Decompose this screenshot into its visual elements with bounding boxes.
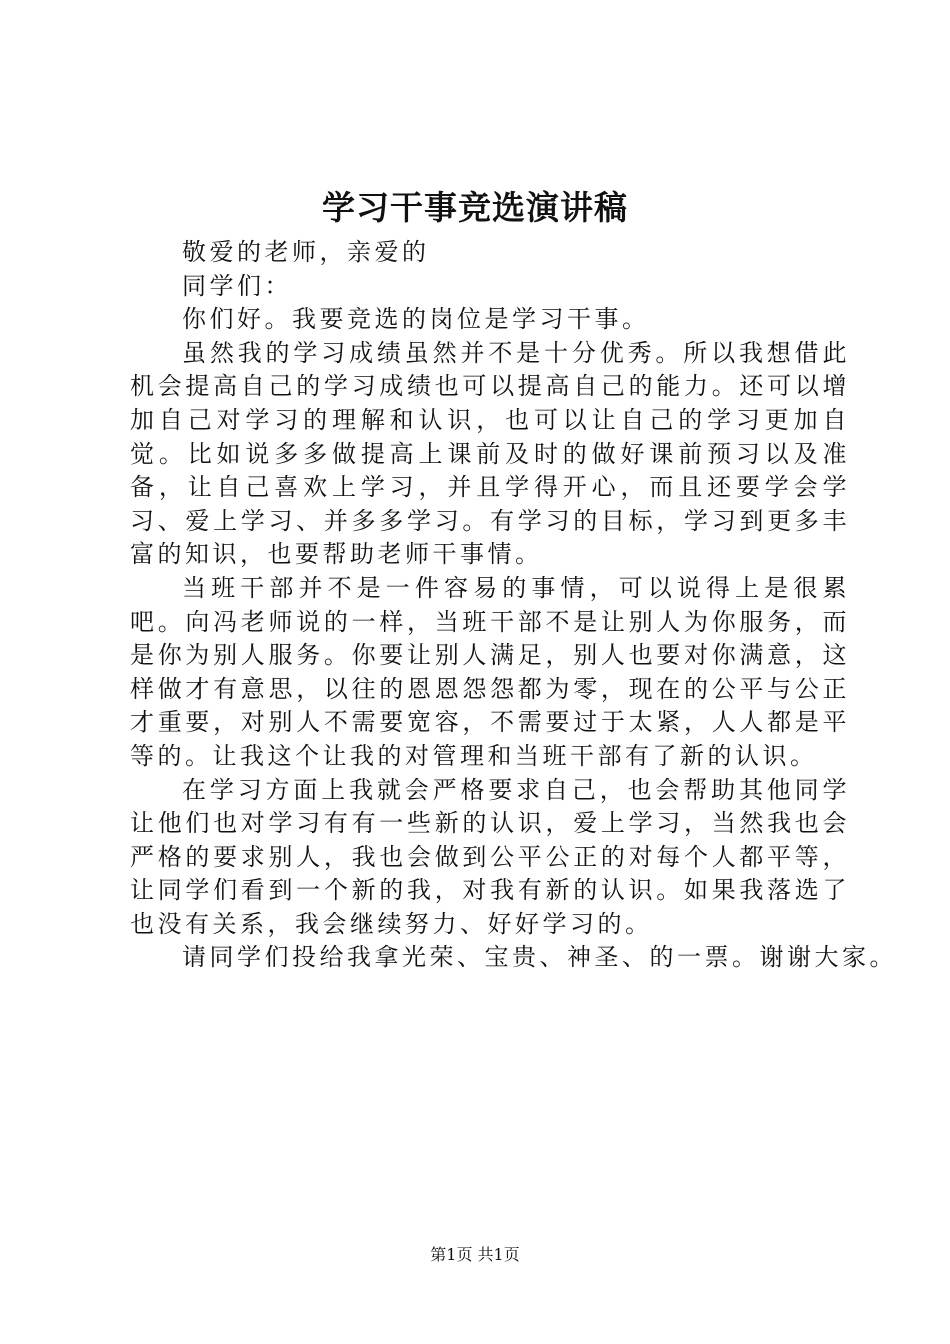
closing-paragraph: 请同学们投给我拿光荣、宝贵、神圣、的一票。谢谢大家。 (182, 943, 897, 972)
greeting-line: 敬爱的老师，亲爱的 (182, 238, 430, 266)
greeting-line-continued: 同学们： (182, 271, 292, 300)
body-paragraph: 当班干部并不是一件容易的事情，可以说得上是很累吧。向冯老师说的一样，当班干部不是让别人为你服务，而是你为别人服务。你要让别人满足，别人也要对你满意，这样做才有意思，以往的恩恩怨怨都为零，现在的公平与公正才重要，对别人不需要宽容，不需要过于太紧，人人都是平等的。让我这个让我的对管理和当班干部有了新的认识。 (130, 573, 850, 770)
body-paragraph: 在学习方面上我就会严格要求自己，也会帮助其他同学让他们也对学习有有一些新的认识，爱上学习，当然我也会严格的要求别人，我也会做到公平公正的对每个人都平等，让同学们看到一个新的我，对我有新的认识。如果我落选了也没有关系，我会继续努力、好好学习的。 (130, 775, 850, 938)
body-paragraph: 虽然我的学习成绩虽然并不是十分优秀。所以我想借此机会提高自己的学习成绩也可以提高自己的能力。还可以增加自己对学习的理解和认识，也可以让自己的学习更加自觉。比如说多多做提高上课前及时的做好课前预习以及准备，让自己喜欢上学习，并且学得开心，而且还要学会学习、爱上学习、并多多学习。有学习的目标，学习到更多丰富的知识，也要帮助老师干事情。 (130, 338, 850, 569)
document-title: 学习干事竞选演讲稿 (322, 188, 628, 227)
opening-paragraph: 你们好。我要竞选的岗位是学习干事。 (182, 305, 650, 334)
page-number-footer: 第1页 共1页 (430, 1245, 520, 1264)
document-body (130, 236, 897, 975)
